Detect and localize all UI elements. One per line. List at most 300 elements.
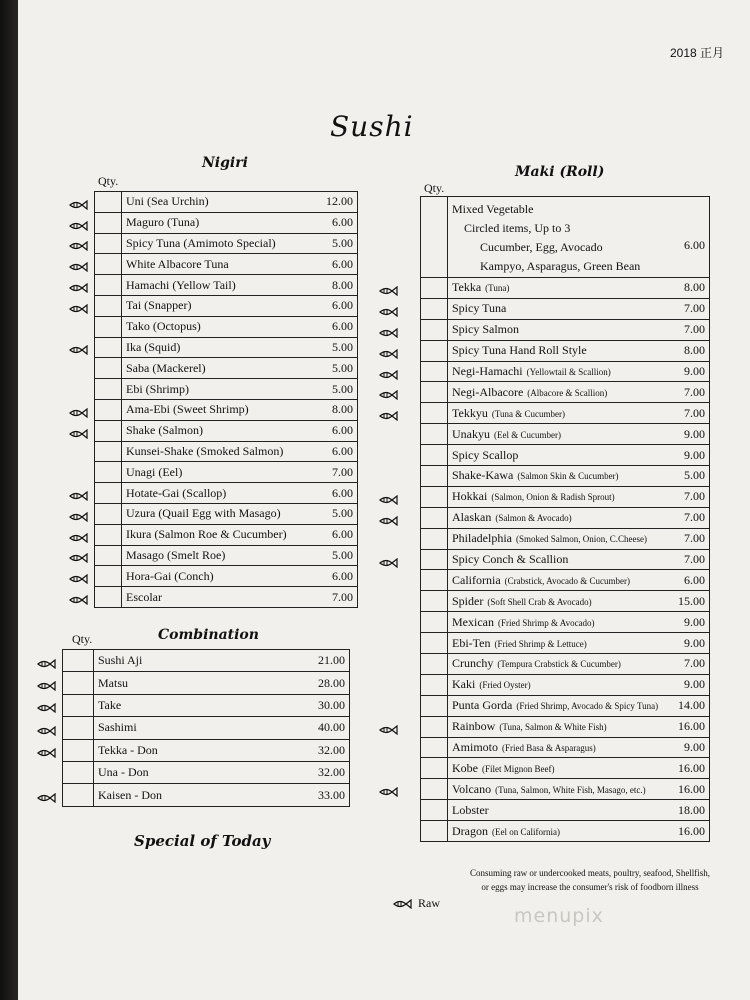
fish-icon (378, 367, 398, 377)
item-name-text: Philadelphia (452, 531, 512, 546)
item-name-text: Ebi (Shrimp) (126, 381, 189, 396)
item-name-text: California (452, 572, 501, 587)
item-name (122, 483, 310, 504)
table-row (95, 254, 358, 275)
item-description: (Soft Shell Crab & Avocado) (487, 596, 592, 607)
item-price: 9.00 (661, 633, 710, 654)
item-name-text: Saba (Mackerel) (126, 360, 206, 375)
item-price: 8.00 (661, 278, 710, 299)
maki-heading: Maki (Roll) (515, 164, 605, 180)
item-name (94, 717, 298, 739)
qty-cell[interactable] (63, 694, 94, 716)
fish-icon (68, 571, 88, 581)
item-name (448, 758, 662, 779)
item-name (448, 278, 662, 299)
item-price: 7.00 (661, 403, 710, 424)
item-price: 6.00 (309, 212, 358, 233)
item-name-text: Masago (Smelt Roe) (126, 547, 226, 562)
table-row (421, 612, 710, 633)
table-row (63, 717, 350, 739)
qty-cell[interactable] (95, 275, 122, 296)
item-name (94, 784, 298, 806)
table-row (421, 549, 710, 570)
table-row (95, 483, 358, 504)
item-name (448, 361, 662, 382)
fish-icon (378, 555, 398, 565)
item-name (94, 739, 298, 761)
item-price: 21.00 (297, 650, 350, 672)
table-row (421, 654, 710, 675)
table-row (421, 591, 710, 612)
table-row (421, 340, 710, 361)
table-row (421, 466, 710, 487)
table-row (95, 316, 358, 337)
fish-icon (68, 238, 88, 248)
table-row (421, 716, 710, 737)
item-price: 5.00 (309, 379, 358, 400)
item-description: (Smoked Salmon, Onion, C.Cheese) (516, 534, 647, 545)
item-name (94, 761, 298, 783)
item-price: 7.00 (661, 654, 710, 675)
item-description: (Filet Mignon Beef) (482, 763, 555, 774)
qty-cell[interactable] (63, 672, 94, 694)
qty-cell[interactable] (95, 483, 122, 504)
item-name (448, 319, 662, 340)
table-row (95, 587, 358, 608)
item-description: (Salmon, Onion & Radish Sprout) (491, 492, 615, 503)
item-name-text: Negi-Hamachi (452, 364, 523, 378)
item-price: 6.00 (309, 254, 358, 275)
item-name-text: Kaisen - Don (98, 787, 162, 802)
item-description: (Eel & Cucumber) (494, 429, 561, 440)
table-row (95, 337, 358, 358)
table-row (95, 379, 358, 400)
qty-cell[interactable] (421, 278, 448, 299)
item-price: 8.00 (309, 275, 358, 296)
item-price: 7.00 (661, 528, 710, 549)
qty-cell[interactable] (421, 382, 448, 403)
item-price: 15.00 (661, 591, 710, 612)
item-name-text: Amimoto (452, 740, 499, 755)
item-name (122, 503, 310, 524)
item-price: 7.00 (661, 319, 710, 340)
qty-cell[interactable] (421, 319, 448, 340)
qty-cell[interactable] (63, 784, 94, 806)
table-row (95, 192, 358, 213)
table-row (95, 441, 358, 462)
item-name (122, 545, 310, 566)
item-name (448, 674, 662, 695)
item-price: 8.00 (309, 399, 358, 420)
item-price: 9.00 (661, 361, 710, 382)
qty-cell[interactable] (421, 633, 448, 654)
fish-icon (68, 509, 88, 519)
item-name-text: Crunchy (452, 656, 494, 671)
item-name (448, 340, 662, 361)
item-price: 9.00 (661, 612, 710, 633)
table-row (421, 278, 710, 299)
table-row (95, 295, 358, 316)
table-row (63, 672, 350, 694)
table-row (421, 695, 710, 716)
table-row (421, 800, 710, 821)
qty-cell[interactable] (95, 524, 122, 545)
item-price: 9.00 (661, 674, 710, 695)
table-row (95, 212, 358, 233)
mixed-vegetable-title: Mixed Vegetable (452, 202, 534, 216)
item-name (448, 737, 662, 758)
qty-cell[interactable] (421, 528, 448, 549)
item-name-text: Shake-Kawa (452, 468, 514, 483)
item-price: 6.00 (309, 441, 358, 462)
item-price: 6.00 (309, 316, 358, 337)
item-price: 5.00 (309, 233, 358, 254)
item-name (122, 462, 310, 483)
qty-cell[interactable] (95, 503, 122, 524)
item-description: (Fried Shrimp & Avocado) (497, 617, 595, 628)
item-name (448, 197, 662, 278)
item-name-text: Spider (452, 593, 484, 608)
item-name (448, 633, 662, 654)
item-name-text: Ama-Ebi (Sweet Shrimp) (126, 402, 249, 417)
qty-cell[interactable] (95, 316, 122, 337)
fish-icon (68, 550, 88, 560)
qty-cell[interactable] (95, 587, 122, 608)
raw-legend (392, 896, 440, 911)
item-name-text: Hamachi (Yellow Tail) (126, 277, 236, 292)
fish-icon (68, 426, 88, 436)
qty-cell[interactable] (421, 549, 448, 570)
qty-cell[interactable] (95, 212, 122, 233)
item-name (448, 486, 662, 507)
item-name-text: Maguro (Tuna) (126, 215, 200, 230)
item-name-text: Volcano (452, 781, 492, 796)
table-row (421, 633, 710, 654)
item-name-text: Hotate-Gai (Scallop) (126, 485, 227, 500)
item-description: (Yellowtail & Scallion) (526, 367, 611, 377)
table-row (95, 233, 358, 254)
item-name (122, 233, 310, 254)
qty-cell[interactable] (421, 612, 448, 633)
qty-cell[interactable] (421, 737, 448, 758)
qty-cell[interactable] (421, 197, 448, 278)
item-name (448, 528, 662, 549)
qty-cell[interactable] (63, 717, 94, 739)
item-name (122, 441, 310, 462)
table-row (421, 570, 710, 591)
item-price: 6.00 (661, 197, 710, 278)
item-name (448, 654, 662, 675)
fish-icon (68, 197, 88, 207)
item-description: (Tempura Crabstick & Cucumber) (497, 659, 621, 670)
item-name (448, 821, 662, 842)
qty-cell[interactable] (421, 445, 448, 466)
item-name-text: Matsu (98, 675, 128, 690)
nigiri-table (94, 191, 358, 608)
item-name (122, 212, 310, 233)
raw-food-warning (455, 866, 725, 894)
fish-icon (378, 492, 398, 502)
special-of-today: Special of Today (134, 832, 271, 850)
qty-cell[interactable] (95, 254, 122, 275)
item-price: 7.00 (661, 298, 710, 319)
fish-icon (378, 784, 398, 794)
item-name (122, 275, 310, 296)
item-name (122, 358, 310, 379)
fish-icon (378, 387, 398, 397)
item-description: (Albacore & Scallion) (527, 387, 608, 398)
item-name-text: Lobster (452, 802, 489, 817)
qty-cell[interactable] (421, 486, 448, 507)
item-name (122, 379, 310, 400)
table-row (95, 462, 358, 483)
table-row (421, 445, 710, 466)
fish-icon (378, 283, 398, 293)
item-price: 5.00 (661, 466, 710, 487)
item-description: (Tuna, Salmon, White Fish, Masago, etc.) (495, 784, 646, 795)
fish-icon (378, 408, 398, 418)
menu-year: 2018 正月 (669, 46, 724, 60)
table-row (421, 298, 710, 319)
item-name (122, 566, 310, 587)
qty-cell[interactable] (95, 420, 122, 441)
qty-cell[interactable] (63, 761, 94, 783)
item-description: (Fried Oyster) (479, 680, 531, 691)
item-price: 16.00 (661, 716, 710, 737)
qty-cell[interactable] (421, 674, 448, 695)
fish-icon (392, 896, 418, 910)
table-row (421, 382, 710, 403)
item-name (448, 800, 662, 821)
item-price: 8.00 (661, 340, 710, 361)
item-description: (Eel on California) (492, 826, 560, 837)
item-name (122, 316, 310, 337)
fish-icon (68, 218, 88, 228)
item-name-text: Ikura (Salmon Roe & Cucumber) (126, 527, 287, 542)
qty-cell[interactable] (421, 654, 448, 675)
table-row (421, 319, 710, 340)
item-name (122, 254, 310, 275)
item-name-text: Tekkyu (452, 405, 488, 420)
fish-icon (68, 280, 88, 290)
fish-icon (68, 342, 88, 352)
item-name (448, 716, 662, 737)
nigiri-heading: Nigiri (202, 155, 248, 171)
qty-cell[interactable] (421, 716, 448, 737)
fish-icon (68, 488, 88, 498)
item-name-text: Mexican (452, 614, 494, 629)
item-price: 6.00 (309, 295, 358, 316)
item-name-text: Tai (Snapper) (126, 298, 192, 313)
maki-table (420, 196, 710, 842)
table-row (63, 694, 350, 716)
mixed-vegetable-rule: Circled items, Up to 3 (464, 221, 571, 235)
qty-cell[interactable] (95, 295, 122, 316)
nigiri-qty-label: Qty. (98, 174, 119, 188)
table-row (95, 275, 358, 296)
table-row (421, 528, 710, 549)
table-row (95, 420, 358, 441)
qty-cell[interactable] (421, 800, 448, 821)
item-name-text: Kobe (452, 760, 478, 775)
item-description: (Tuna, Salmon & White Fish) (499, 722, 607, 733)
fish-icon (378, 304, 398, 314)
qty-cell[interactable] (95, 379, 122, 400)
fish-icon (36, 700, 56, 710)
item-name-text: Negi-Albacore (452, 384, 524, 399)
mixed-vegetable-option-1: Cucumber, Egg, Avocado (480, 240, 603, 254)
qty-cell[interactable] (95, 233, 122, 254)
item-name-text: Uni (Sea Urchin) (126, 194, 209, 209)
fish-icon (68, 405, 88, 415)
item-name-text: Unagi (Eel) (126, 464, 183, 479)
qty-cell[interactable] (95, 441, 122, 462)
fish-icon (36, 656, 56, 666)
warning-line-2: or eggs may increase the consumer's risk of foodborn illness (481, 882, 699, 892)
item-description: (Tuna) (485, 283, 510, 294)
item-price: 7.00 (661, 507, 710, 528)
qty-cell[interactable] (421, 507, 448, 528)
item-description: (Fried Shrimp & Lettuce) (494, 638, 587, 649)
table-row (95, 524, 358, 545)
item-price: 30.00 (297, 694, 350, 716)
fish-icon (68, 259, 88, 269)
item-price: 14.00 (661, 695, 710, 716)
fish-icon (36, 790, 56, 800)
table-row (421, 424, 710, 445)
qty-cell[interactable] (421, 591, 448, 612)
item-name-text: Tekka (452, 280, 482, 295)
fish-icon (68, 301, 88, 311)
qty-cell[interactable] (95, 462, 122, 483)
maki-qty-label: Qty. (424, 181, 445, 195)
table-row (421, 674, 710, 695)
item-description: (Salmon Skin & Cucumber) (517, 471, 619, 482)
item-name-text: Kaki (452, 677, 476, 692)
item-name (122, 399, 310, 420)
fish-icon (36, 723, 56, 733)
qty-cell[interactable] (95, 337, 122, 358)
item-name (448, 612, 662, 633)
combination-heading: Combination (158, 627, 259, 643)
item-price: 6.00 (309, 566, 358, 587)
qty-cell[interactable] (421, 570, 448, 591)
table-row (421, 821, 710, 842)
item-name (122, 420, 310, 441)
fish-icon (36, 678, 56, 688)
item-name (448, 507, 662, 528)
item-name-text: White Albacore Tuna (126, 256, 229, 271)
item-price: 9.00 (661, 737, 710, 758)
item-price: 9.00 (661, 424, 710, 445)
item-name (448, 779, 662, 800)
item-name-text: Tekka - Don (98, 742, 158, 757)
qty-cell[interactable] (63, 650, 94, 672)
item-name (448, 424, 662, 445)
fish-icon (36, 745, 56, 755)
item-name-text: Spicy Tuna Hand Roll Style (452, 343, 587, 358)
qty-cell[interactable] (95, 358, 122, 379)
fish-icon (378, 346, 398, 356)
fish-icon (378, 722, 398, 732)
item-price: 16.00 (661, 758, 710, 779)
item-name (448, 403, 662, 424)
item-price: 5.00 (309, 358, 358, 379)
item-price: 28.00 (297, 672, 350, 694)
item-price: 9.00 (661, 445, 710, 466)
item-name-text: Alaskan (452, 510, 492, 525)
item-price: 7.00 (661, 549, 710, 570)
item-price: 7.00 (309, 462, 358, 483)
item-name-text: Kunsei-Shake (Smoked Salmon) (126, 443, 284, 458)
qty-cell[interactable] (421, 361, 448, 382)
item-price: 6.00 (309, 524, 358, 545)
item-name-text: Dragon (452, 823, 488, 838)
item-name-text: Spicy Tuna (452, 301, 507, 316)
fish-icon (68, 530, 88, 540)
qty-cell[interactable] (421, 403, 448, 424)
item-name-text: Sashimi (98, 720, 137, 735)
item-price: 18.00 (661, 800, 710, 821)
fish-icon (68, 592, 88, 602)
item-price: 6.00 (309, 420, 358, 441)
item-name-text: Hokkai (452, 489, 488, 504)
item-name-text: Spicy Conch & Scallion (452, 552, 569, 567)
item-price: 16.00 (661, 821, 710, 842)
item-description: (Fried Basa & Asparagus) (502, 743, 596, 754)
item-price: 7.00 (661, 382, 710, 403)
table-row (421, 507, 710, 528)
qty-cell[interactable] (421, 758, 448, 779)
item-name-text: Take (98, 697, 122, 712)
table-row (95, 358, 358, 379)
item-name-text: Una - Don (98, 765, 149, 780)
table-row (95, 399, 358, 420)
qty-cell[interactable] (63, 739, 94, 761)
item-name-text: Spicy Scallop (452, 447, 519, 462)
item-name-text: Shake (Salmon) (126, 423, 203, 438)
qty-cell[interactable] (421, 466, 448, 487)
item-price: 40.00 (297, 717, 350, 739)
item-name (122, 295, 310, 316)
item-name (94, 694, 298, 716)
qty-cell[interactable] (95, 192, 122, 213)
qty-cell[interactable] (421, 821, 448, 842)
item-name (122, 192, 310, 213)
item-name (448, 445, 662, 466)
item-price: 16.00 (661, 779, 710, 800)
table-row (421, 737, 710, 758)
item-price: 6.00 (661, 570, 710, 591)
qty-cell[interactable] (421, 695, 448, 716)
item-description: (Salmon & Avocado) (495, 513, 572, 524)
table-row (421, 197, 710, 278)
item-name-text: Ebi-Ten (452, 635, 491, 650)
warning-line-1: Consuming raw or undercooked meats, poultry, seafood, Shellfish, (469, 868, 711, 878)
qty-cell[interactable] (421, 340, 448, 361)
qty-cell[interactable] (421, 298, 448, 319)
item-name-text: Uzura (Quail Egg with Masago) (126, 506, 281, 521)
qty-cell[interactable] (95, 545, 122, 566)
combination-table (62, 649, 350, 807)
qty-cell[interactable] (95, 399, 122, 420)
qty-cell[interactable] (421, 779, 448, 800)
item-price: 7.00 (661, 486, 710, 507)
qty-cell[interactable] (95, 566, 122, 587)
qty-cell[interactable] (421, 424, 448, 445)
item-name-text: Hora-Gai (Conch) (126, 568, 214, 583)
item-price: 32.00 (297, 739, 350, 761)
